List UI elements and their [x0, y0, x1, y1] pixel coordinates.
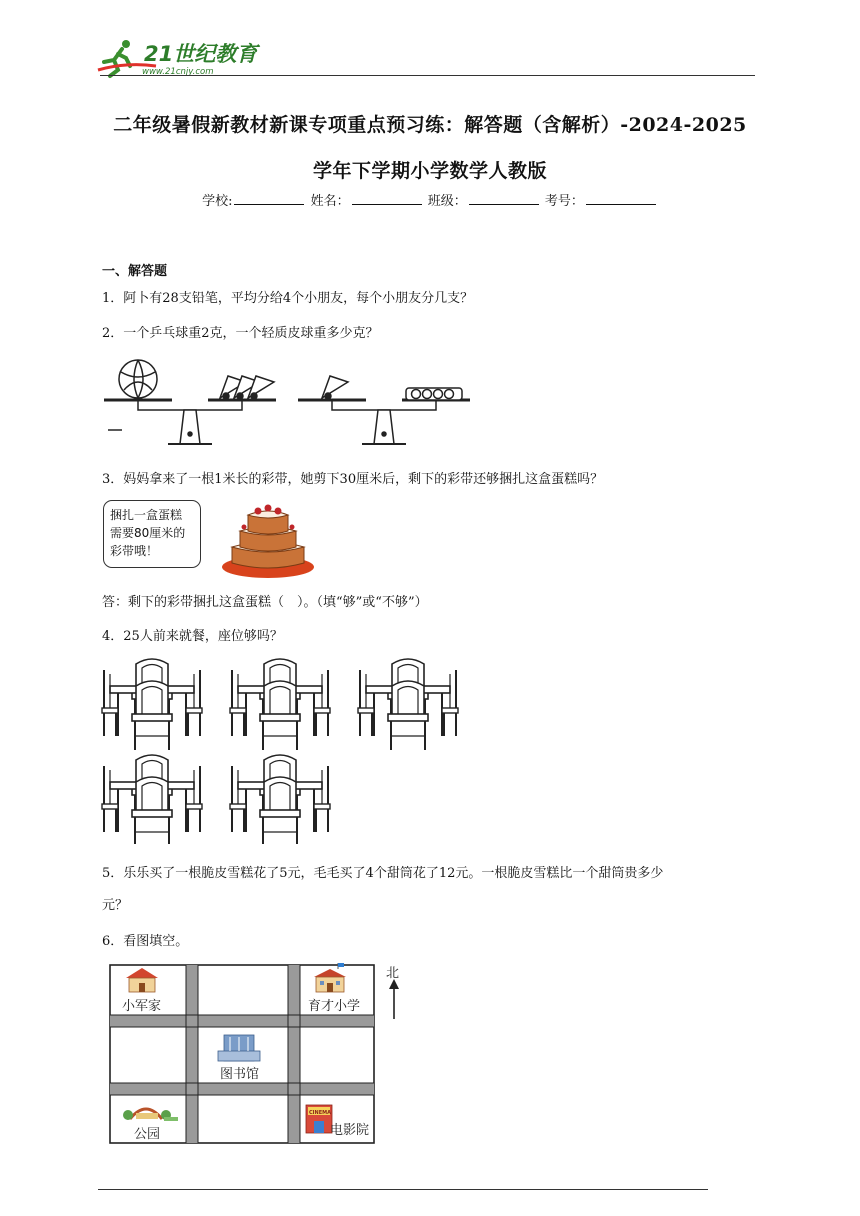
- place-school: 育才小学: [308, 999, 361, 1014]
- question-3-answer: 答：剩下的彩带捆扎这盒蛋糕（ ）。（填“够”或“不够”）: [102, 595, 428, 610]
- logo-url: www.21cnjy.com: [142, 67, 214, 77]
- page-title-line2: 学年下学期小学数学人教版: [312, 160, 547, 182]
- name-label: 姓名：: [310, 194, 350, 209]
- ping-pong-balls-icon: [406, 388, 462, 400]
- cinema-icon: [306, 1105, 332, 1133]
- table-set-3: [358, 659, 458, 750]
- footer-rule: [98, 1189, 708, 1190]
- balance-scale-left: [104, 360, 276, 444]
- exam-no-blank[interactable]: [586, 192, 656, 205]
- class-label: 班级：: [427, 194, 467, 209]
- place-library: 图书馆: [220, 1067, 260, 1082]
- cinema-sign: CINEMA: [309, 1110, 331, 1116]
- dining-tables-figure: [100, 654, 470, 844]
- question-3: 3．妈妈拿来了一根1米长的彩带，她剪下30厘米后，剩下的彩带还够捆扎这盒蛋糕吗？: [102, 472, 604, 487]
- place-park: 公园: [134, 1127, 161, 1142]
- section-heading: 一、解答题: [102, 264, 168, 279]
- table-set-2: [230, 659, 330, 750]
- school-label: 学校:: [202, 194, 233, 209]
- balance-scales-figure: [100, 352, 480, 452]
- bubble-line-3: 彩带哦！: [110, 544, 159, 558]
- shuttlecock-icon: [220, 376, 274, 399]
- header-rule: [100, 75, 755, 76]
- logo: [96, 36, 266, 80]
- place-xiaojun: 小军家: [122, 999, 162, 1014]
- balance-scale-right: [298, 376, 470, 444]
- shuttlecock-icon: [322, 376, 348, 399]
- map-figure: [108, 963, 428, 1149]
- table-set-1: [102, 659, 202, 750]
- bubble-line-1: 捆扎一盒蛋糕: [110, 508, 183, 522]
- table-set-4: [102, 755, 202, 844]
- question-5-line-2: 元？: [102, 898, 129, 913]
- north-arrow-icon: [389, 979, 399, 1019]
- cake-icon: [218, 497, 318, 581]
- class-blank[interactable]: [469, 192, 539, 205]
- logo-text: 21世纪教育: [144, 42, 258, 66]
- question-1: 1．阿卜有28支铅笔，平均分给4个小朋友，每个小朋友分几支？: [102, 291, 474, 306]
- question-6: 6．看图填空。: [102, 934, 189, 949]
- library-icon: [218, 1035, 260, 1061]
- page-title-line1: 二年级暑假新教材新课专项重点预习练：解答题（含解析）-2024-2025: [113, 114, 747, 136]
- exam-no-label: 考号：: [544, 194, 584, 209]
- north-label: 北: [386, 966, 400, 981]
- question-5-line-1: 5．乐乐买了一根脆皮雪糕花了5元，毛毛买了4个甜筒花了12元。一根脆皮雪糕比一个甜筒贵多少: [102, 866, 664, 881]
- bubble-line-2: 需要80厘米的: [110, 526, 186, 540]
- ball-icon: [119, 360, 157, 398]
- student-info: [0, 190, 860, 209]
- question-4: 4．25人前来就餐，座位够吗？: [102, 629, 283, 644]
- table-set-5: [230, 755, 330, 844]
- question-2: 2．一个乒乓球重2克，一个轻质皮球重多少克？: [102, 326, 379, 341]
- school-blank[interactable]: [234, 192, 304, 205]
- place-cinema: 电影院: [330, 1123, 370, 1138]
- speech-bubble: [103, 500, 201, 568]
- name-blank[interactable]: [352, 192, 422, 205]
